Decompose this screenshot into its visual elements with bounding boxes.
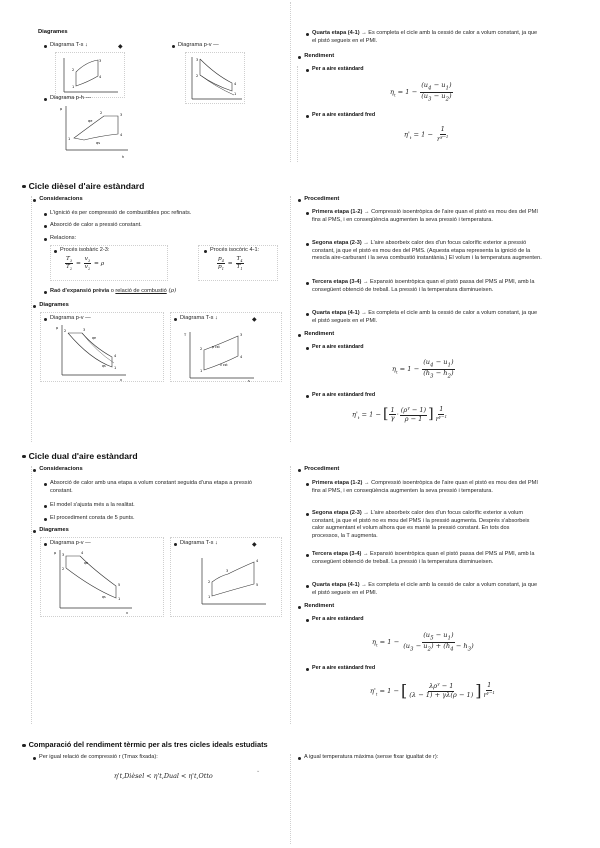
svg-text:4: 4 (81, 551, 84, 555)
comparison-inequality: η't,Dièsel < η't,Dual < η't,Otto (114, 772, 213, 780)
svg-text:1: 1 (118, 597, 121, 601)
list-item: A igual temperatura màxima (sense fixar igualtat de r): (298, 754, 548, 762)
svg-text:4: 4 (256, 559, 259, 563)
procediment-heading: Procediment (298, 196, 339, 204)
diesel-cold-efficiency-equation: $\eta'_t = 1$ − [ $\frac{1}{\gamma}$ · $\frac{(\rho^\gamma - 1)}{\rho - 1}$ ] $\frac{1}{r^{\gamma-1}}$ (352, 404, 448, 423)
dual-ts-diagram (196, 556, 268, 610)
list-item: Diagrama T-s ↓ (44, 42, 164, 50)
list-item: Absorció de calor amb una etapa a volum constant seguida d'una etapa a pressió constant. (44, 480, 266, 495)
svg-text:3: 3 (120, 113, 123, 117)
otto-efficiency-equation: $\eta_t = 1$ − $\frac{(u_4 - u_1)}{(u_3 - u_2)}$ (390, 81, 452, 102)
svg-text:1: 1 (68, 137, 71, 141)
svg-text:3: 3 (240, 333, 243, 337)
list-item: Diagrama p-v — (172, 42, 282, 50)
relacio-combustio-link[interactable]: relació de combustió (115, 288, 167, 294)
svg-text:3: 3 (83, 328, 86, 332)
list-item: Raó d'expansió prèvia o relació de combustió (ρ) (44, 288, 284, 296)
consideracions-heading: Consideracions (33, 466, 83, 474)
list-item: Diagrama p-h — (44, 95, 164, 103)
svg-text:2: 2 (208, 580, 211, 584)
list-item: Relacions: (44, 235, 274, 243)
svg-text:4: 4 (120, 133, 123, 137)
svg-text:5: 5 (118, 583, 121, 587)
rendiment-heading: Rendiment (298, 53, 334, 61)
list-item: Per a aire estàndard fred (306, 665, 375, 672)
svg-text:1: 1 (208, 595, 211, 599)
column-divider (290, 2, 291, 162)
procediment-step: Primera etapa (1-2) → Compressió isoentròpica de l'aire quan el pistó es mou des del PMI fins al PMS, i en conseqüència augmenten la seva pressió i temperatura. (306, 209, 542, 224)
procediment-step: Primera etapa (1-2) → Compressió isoentròpica de l'aire quan el pistó es mou des del PMI fins al PMS, i en conseqüència augmenten la seva pressió i temperatura. (306, 480, 538, 495)
svg-text:qe: qe (84, 561, 88, 565)
otto-ts-diagram (58, 56, 122, 96)
list-item: Per a aire estàndard (306, 616, 364, 623)
svg-text:3: 3 (99, 59, 102, 63)
otto-pv-diagram (188, 55, 244, 103)
procediment-step: Quarta etapa (4-1) → Es completa el cicle amb la cessió de calor a volum constant, ja que el pistó segueix en el PMI. (306, 310, 542, 325)
svg-text:qe: qe (88, 119, 93, 123)
svg-text:2: 2 (62, 567, 65, 571)
svg-text:3: 3 (226, 569, 229, 573)
svg-text:2: 2 (196, 74, 199, 78)
otto-ph-diagram (60, 104, 132, 162)
list-item: El procediment consta de 5 punts. (44, 515, 266, 523)
procediment-step: Quarta etapa (4-1) → Es completa el cicle amb la cessió de calor a volum constant, ja que el pistó segueix en el PMI. (306, 582, 538, 597)
svg-text:1: 1 (72, 85, 75, 89)
svg-text:1: 1 (114, 366, 117, 370)
svg-text:s: s (248, 379, 250, 382)
procediment-step: Segona etapa (2-3) → L'aire absorbeix calor des d'un focus calorífic exterior a pressió constant, ja que el pistó es mou des del PMS. (Aquesta etapa representa la ignició de la mescla aire-carburant i la seva combustió instantània.) El volum i la temperatura augmenten. (306, 240, 542, 263)
svg-text:4: 4 (99, 75, 102, 79)
svg-text:p: p (56, 326, 59, 330)
svg-text:1: 1 (234, 92, 237, 96)
column-divider (290, 754, 291, 844)
list-item: Diagrama T-s ↓ (174, 315, 218, 323)
svg-text:v: v (126, 611, 129, 614)
list-item: El model s'ajusta més a la realitat. (44, 502, 266, 510)
svg-text:T: T (184, 333, 187, 337)
list-item: Diagrama p-v — (44, 315, 91, 323)
list-item: Per igual relació de compressió r (Tmax fixada): (33, 754, 283, 762)
dual-efficiency-equation: $\eta_t = 1$ − $\frac{(u_5 - u_1)}{(u_3 - u_2) + (h_4 - h_3)}$ (372, 631, 474, 652)
svg-text:qs: qs (102, 364, 106, 368)
svg-text:v cst: v cst (220, 363, 228, 367)
list-item: Absorció de calor a pressió constant. (44, 222, 274, 230)
list-item: Diagrama p-v — (44, 540, 91, 548)
toggle-icon[interactable]: ◆ (252, 542, 257, 548)
svg-text:5: 5 (256, 583, 259, 587)
svg-text:2: 2 (200, 347, 203, 351)
svg-text:3: 3 (196, 58, 199, 62)
svg-text:3: 3 (62, 553, 65, 557)
procediment-step: Quarta etapa (4-1) → Es completa el cicle amb la cessió de calor a volum constant, ja que el pistó segueix en el PMI. (306, 30, 538, 45)
diagrames-heading: Diagrames (33, 527, 69, 535)
list-item: Per a aire estàndard fred (306, 112, 375, 119)
list-item: Per a aire estàndard fred (306, 392, 375, 399)
svg-text:1: 1 (200, 369, 203, 373)
svg-text:h: h (122, 155, 125, 159)
svg-text:p: p (60, 107, 63, 111)
svg-text:2: 2 (72, 68, 75, 72)
column-divider (290, 466, 291, 724)
list-item: Per a aire estàndard (306, 66, 364, 73)
procediment-heading: Procediment (298, 466, 339, 474)
diesel-pv-diagram (56, 323, 128, 381)
svg-text:qs: qs (96, 141, 101, 145)
comparacio-heading: Comparació del rendiment tèrmic per als tres cicles ideals estudiats (22, 740, 268, 750)
dual-cold-efficiency-equation: $\eta'_t = 1$ − [ $\frac{\lambda\rho^\gamma - 1}{(\lambda - 1) + \gamma\lambda(\rho - 1)}$ ] $\frac{1}{r^{\gamma-1}}$ (370, 681, 495, 700)
diesel-heading: Cicle dièsel d'aire estàndard (22, 181, 144, 193)
procediment-step: Tercera etapa (3-4) → Expansió isoentròpica quan el pistó passa del PMS al PMI, amb la consegüent obtenció de treball. La pressió i la temperatura disminueixen. (306, 279, 542, 294)
list-item: Procés isocòric 4-1: (204, 247, 259, 255)
diagrames-heading: Diagrames (38, 29, 68, 35)
procediment-step: Tercera etapa (3-4) → Expansió isoentròpica quan el pistó passa del PMS al PMI, amb la consegüent obtenció de treball. La pressió i la temperatura disminueixen. (306, 551, 538, 566)
column-divider (290, 196, 291, 442)
dual-pv-diagram (54, 548, 134, 614)
svg-text:4: 4 (234, 82, 237, 86)
otto-cold-efficiency-equation: $\eta'_t = 1$ − $\frac{1}{r^{\gamma-1}}$ (404, 125, 449, 143)
indent-guide (297, 66, 298, 162)
procediment-step: Segona etapa (2-3) → L'aire absorbeix calor des d'un focus calorífic exterior a volum constant, ja que el pistó no es mou del PMS i la pressió augmenta. Després s'absorbeix calor augmentant el volum alhora que es manté la pressió constant. En tots dos processos, la T augmenta. (306, 510, 538, 541)
toggle-icon[interactable]: ◆ (252, 317, 257, 323)
list-item: L'ignició és per compressió de combustibles poc refinats. (44, 210, 274, 218)
consideracions-heading: Consideracions (33, 196, 83, 204)
chevron-down-icon[interactable]: ⌄ (256, 768, 261, 774)
svg-text:p: p (54, 551, 57, 555)
diesel-efficiency-equation: $\eta_t = 1$ − $\frac{(u_4 - u_1)}{(h_3 - h_2)}$ (392, 358, 454, 379)
indent-guide (31, 466, 32, 724)
svg-text:qe: qe (92, 336, 96, 340)
dual-heading: Cicle dual d'aire estàndard (22, 451, 138, 463)
svg-text:qs: qs (102, 595, 106, 599)
toggle-icon[interactable]: ◆ (118, 44, 123, 50)
rendiment-heading: Rendiment (298, 603, 334, 611)
isocoric-relation: $\frac{p_4}{p_1}$ = $\frac{T_4}{T_1}$ (218, 256, 243, 272)
svg-text:2: 2 (64, 329, 67, 333)
svg-text:p cst: p cst (212, 345, 220, 349)
indent-guide (31, 196, 32, 442)
list-item: Procés isobàric 2-3: (54, 247, 109, 255)
rendiment-heading: Rendiment (298, 331, 334, 339)
svg-text:2: 2 (100, 111, 103, 115)
isobaric-relation: $\frac{T_3}{T_2}$ = $\frac{v_3}{v_2}$ = ρ (66, 256, 105, 272)
list-item: Per a aire estàndard (306, 344, 364, 351)
diesel-ts-diagram (184, 330, 256, 382)
svg-text:v: v (120, 378, 123, 381)
svg-text:4: 4 (240, 355, 243, 359)
list-item: Diagrama T-s ↓ (174, 540, 218, 548)
svg-text:4: 4 (114, 354, 117, 358)
diagrames-heading: Diagrames (33, 302, 69, 310)
